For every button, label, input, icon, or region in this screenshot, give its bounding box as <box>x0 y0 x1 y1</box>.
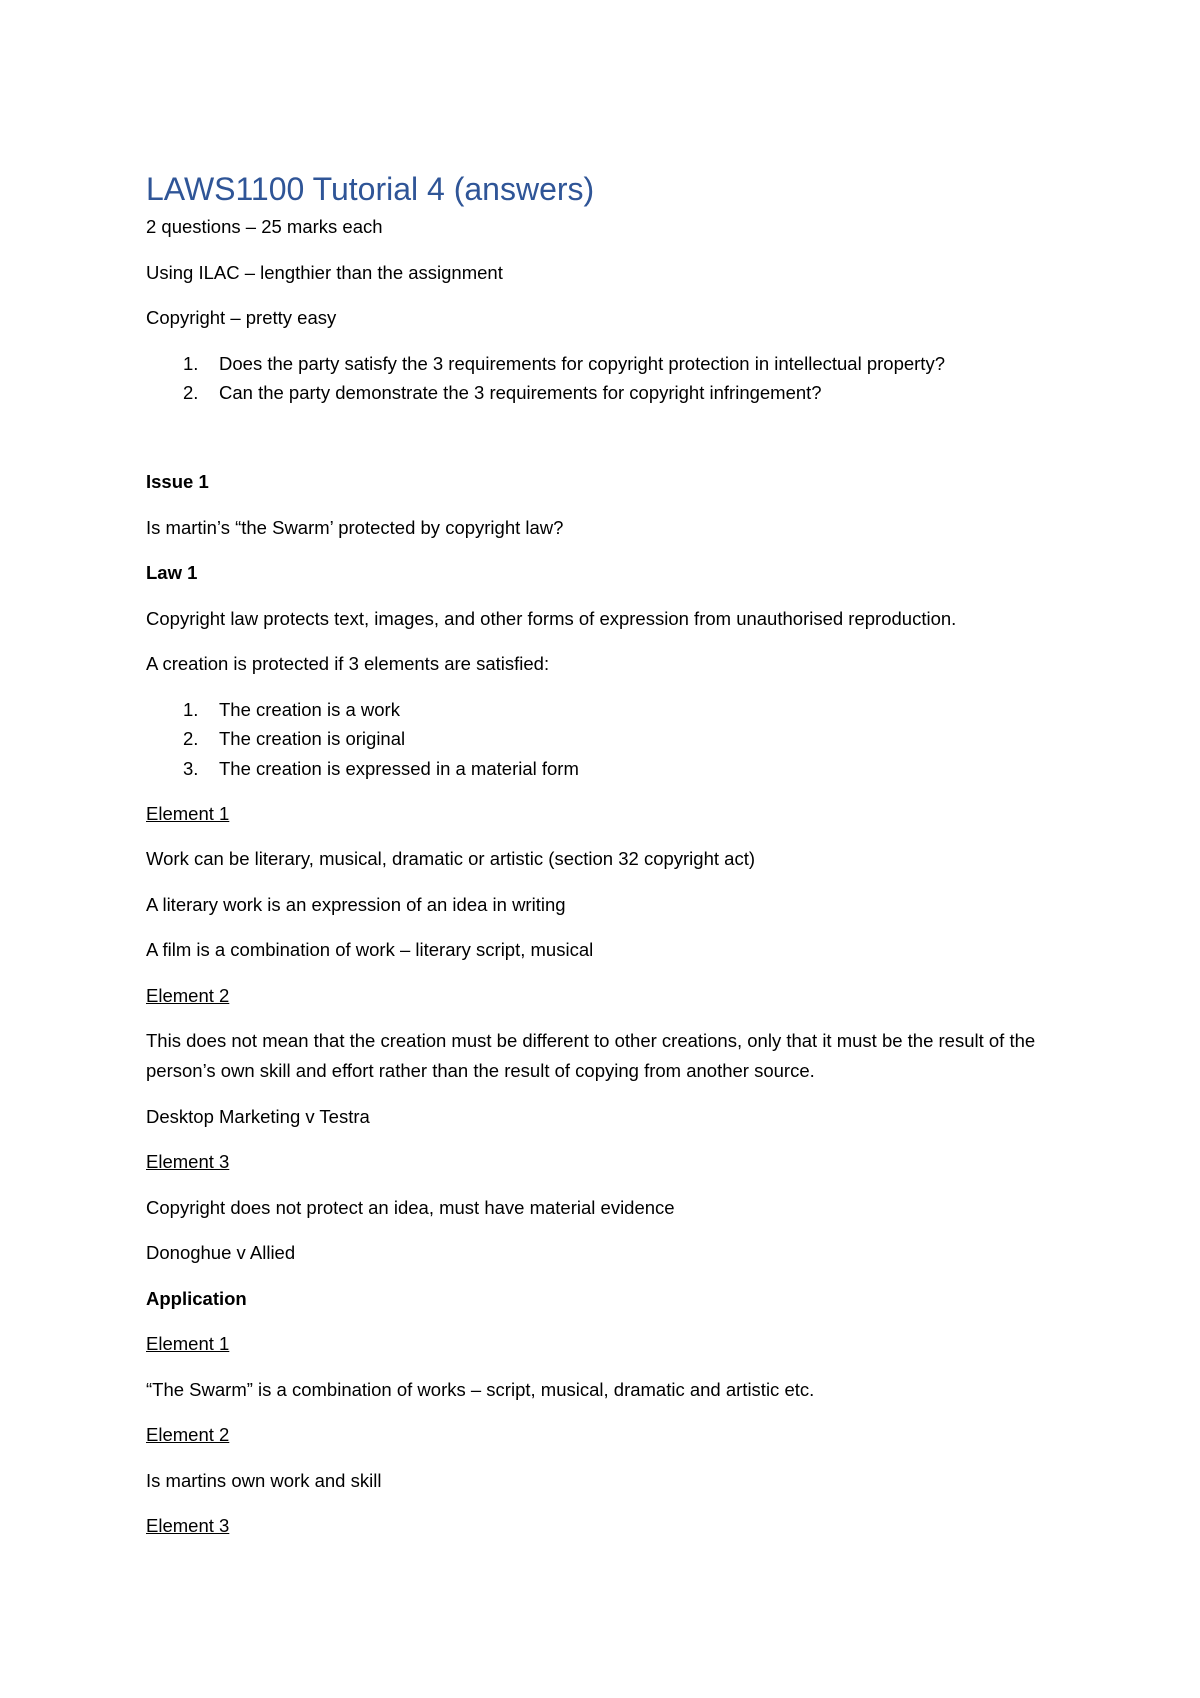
list-text: The creation is expressed in a material form <box>219 757 579 779</box>
element-text: This does not mean that the creation must be different to other creations, only that it must be the result of the person’s own skill and effort rather than the result of copying from another source. <box>146 1030 1036 1081</box>
list-item <box>146 754 1066 784</box>
issue-text: Is martin’s “the Swarm’ protected by copyright law? <box>146 516 564 538</box>
document-title: LAWS1100 Tutorial 4 (answers) <box>146 171 595 207</box>
list-text: The creation is a work <box>219 698 400 720</box>
list-number: 2. <box>183 382 199 403</box>
element-text: A literary work is an expression of an idea in writing <box>146 893 566 915</box>
list-number: 2. <box>183 728 199 749</box>
questions-list <box>146 349 1066 408</box>
element-text: “The Swarm” is a combination of works – script, musical, dramatic and artistic etc. <box>146 1378 815 1400</box>
list-item <box>146 695 1066 725</box>
intro-line: Using ILAC – lengthier than the assignment <box>146 261 503 283</box>
element-text: Work can be literary, musical, dramatic or artistic (section 32 copyright act) <box>146 848 755 869</box>
element-heading: Element 2 <box>146 984 230 1006</box>
law-text: Copyright law protects text, images, and other forms of expression from unauthorised reproduction. <box>146 607 957 629</box>
intro-line: Copyright – pretty easy <box>146 307 337 328</box>
case-citation: Donoghue v Allied <box>146 1242 296 1263</box>
list-item <box>146 724 1066 754</box>
element-text: A film is a combination of work – literary script, musical <box>146 939 594 960</box>
element-heading: Element 3 <box>146 1151 230 1172</box>
law-text: A creation is protected if 3 elements are satisfied: <box>146 653 550 674</box>
intro-line: 2 questions – 25 marks each <box>146 216 383 237</box>
element-heading: Element 3 <box>146 1515 230 1536</box>
application-heading: Application <box>146 1287 247 1309</box>
list-number: 3. <box>183 757 199 779</box>
list-text: Does the party satisfy the 3 requirements for copyright protection in intellectual property? <box>219 352 945 374</box>
element-text: Is martins own work and skill <box>146 1469 382 1491</box>
elements-list <box>146 695 1066 784</box>
element-heading: Element 1 <box>146 1333 230 1354</box>
element-heading: Element 2 <box>146 1424 230 1445</box>
list-item <box>146 349 1066 379</box>
list-number: 1. <box>183 698 199 720</box>
law-heading: Law 1 <box>146 562 198 583</box>
document-body <box>146 168 1066 1557</box>
list-text: The creation is original <box>219 728 406 749</box>
issue-heading: Issue 1 <box>146 471 209 492</box>
element-text: Copyright does not protect an idea, must have material evidence <box>146 1196 675 1218</box>
blank-line <box>146 423 1066 467</box>
list-number: 1. <box>183 352 199 374</box>
element-heading: Element 1 <box>146 802 230 824</box>
list-item <box>146 378 1066 408</box>
list-text: Can the party demonstrate the 3 requirements for copyright infringement? <box>219 382 822 403</box>
case-citation: Desktop Marketing v Testra <box>146 1105 370 1127</box>
